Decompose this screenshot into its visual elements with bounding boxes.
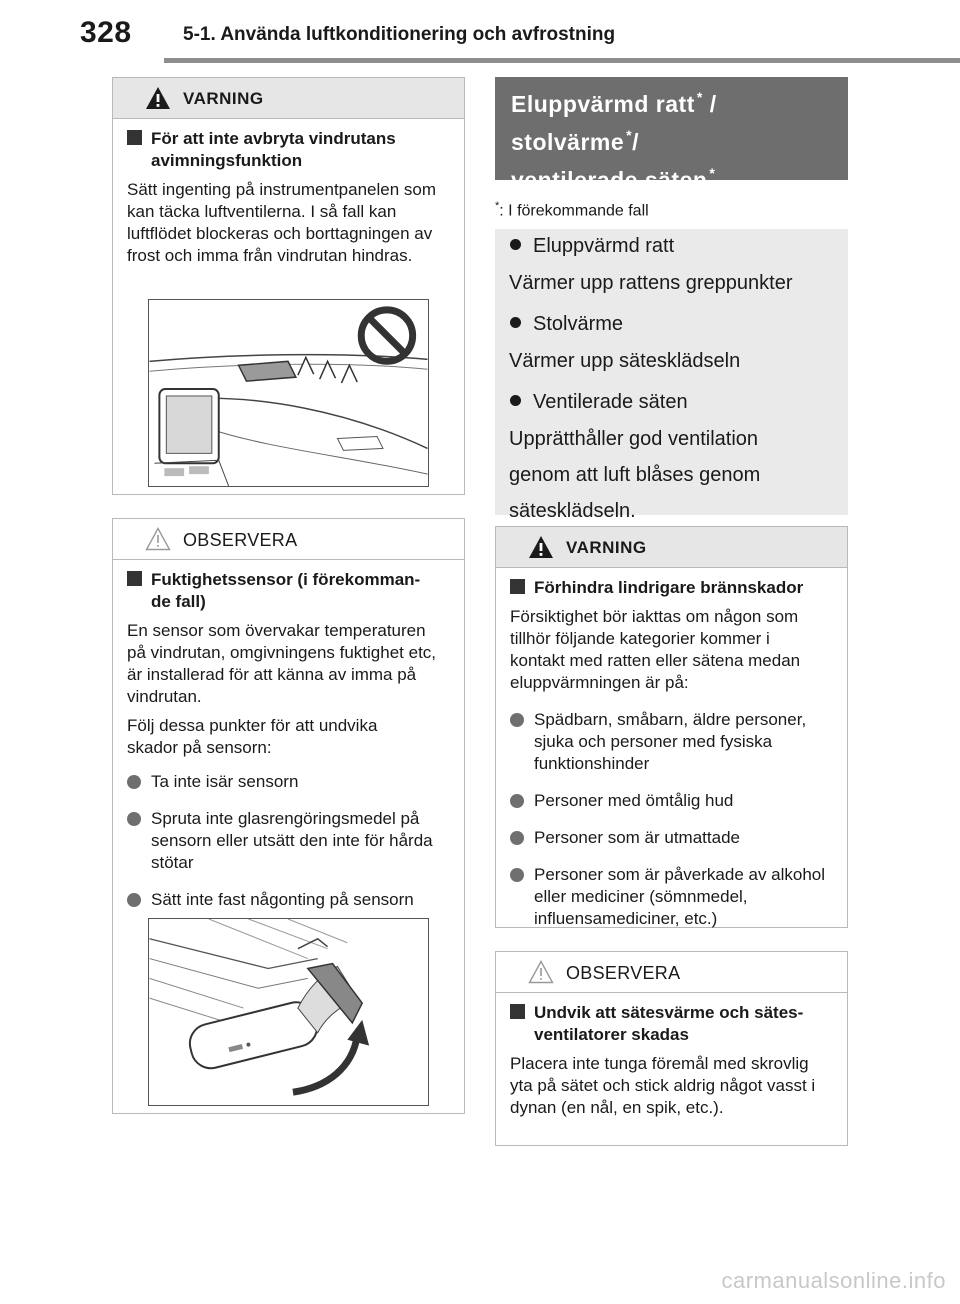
notice-label: OBSERVERA [183,530,298,550]
feature-title: Ventilerade säten [509,389,834,415]
right-notice-box [495,951,848,1146]
bullet-icon [127,893,141,907]
left-warning-box [112,77,465,495]
feature-title: Stolvärme [509,311,834,337]
caution-icon [528,960,554,984]
square-bullet-icon [510,1004,525,1019]
bullet-icon [127,775,141,789]
dashboard-vent-illustration [148,299,429,487]
warning-heading: Förhindra lindrigare brännskador [510,577,833,599]
warning-label: VARNING [183,89,264,108]
page-number: 328 [80,16,132,49]
section-title: 5-1. Använda luftkonditionering och avfrostning [183,24,616,45]
feature-list-box [495,229,848,522]
feature-description: Värmer upp sätesklädseln [509,350,741,372]
square-bullet-icon [510,579,525,594]
square-bullet-icon [127,130,142,145]
header-rule [164,58,960,63]
caution-icon [145,527,171,551]
list-item: Ta inte isär sensorn [127,771,450,793]
bullet-icon [510,831,524,845]
bullet-icon [510,794,524,808]
page-header [0,0,960,66]
warning-icon [528,535,554,559]
warning-text: Sätt ingenting på instrumentpanelen som kan täcka luftventilerna. I så fall kan luftflödet blockeras och borttagningen av frost och imma från vindrutan hindras. [127,180,437,265]
warning-header [496,527,847,568]
warning-header [113,78,464,119]
list-item: Spädbarn, småbarn, äldre personer, sjuka och personer med fysiska funktionshinder [510,709,833,775]
square-bullet-icon [127,571,142,586]
bullet-icon [510,239,521,250]
bullet-icon [510,868,524,882]
warning-heading: För att inte avbryta vindrutans avimningsfunktion [127,128,450,172]
bullet-icon [127,812,141,826]
list-item: Personer med ömtålig hud [510,790,833,812]
footnote: *: I förekommande fall [495,200,649,220]
bullet-icon [510,317,521,328]
bullet-icon [510,395,521,406]
left-notice-box [112,518,465,1114]
notice-text-1: En sensor som övervakar temperaturen på vindrutan, omgivningens fuktighet etc, är installerad för att känna av imma på vindrutan. [127,621,437,706]
feature-title: Eluppvärmd ratt [509,233,834,259]
watermark: carmanualsonline.info [721,1268,946,1293]
notice-header [113,519,464,560]
notice-text: Placera inte tunga föremål med skrovlig yta på sätet och stick aldrig något vasst i dynan (en nål, en spik, etc.). [510,1054,816,1117]
warning-text: Försiktighet bör iakttas om någon som tillhör följande kategorier kommer i kontakt med ratten eller sätena medan eluppvärmningen är på: [510,607,801,692]
notice-heading: Undvik att sätesvärme och sätes- ventilatorer skadas [510,1002,833,1046]
list-item: Sätt inte fast någonting på sensorn [127,889,450,911]
list-item: Personer som är påverkade av alkohol eller mediciner (sömnmedel, influensamediciner, etc.) [510,864,833,930]
feature-description: Värmer upp rattens greppunkter [509,272,793,294]
list-item: Spruta inte glasrengöringsmedel på sensorn eller utsätt den inte för hårda stötar [127,808,450,874]
feature-description: Upprätthåller god ventilation genom att luft blåses genom sätesklädseln. [509,428,761,522]
bullet-icon [510,713,524,727]
list-item: Personer som är utmattade [510,827,833,849]
notice-header [496,952,847,993]
warning-label: VARNING [566,538,647,557]
notice-heading: Fuktighetssensor (i förekomman- de fall) [127,569,450,613]
section-heading: Eluppvärmd ratt * / stolvärme */ ventilerade säten * [495,77,848,180]
right-warning-box [495,526,848,928]
notice-label: OBSERVERA [566,963,681,983]
humidity-sensor-illustration [148,918,429,1106]
warning-icon [145,86,171,110]
notice-text-2: Följ dessa punkter för att undvika skador på sensorn: [127,716,378,757]
